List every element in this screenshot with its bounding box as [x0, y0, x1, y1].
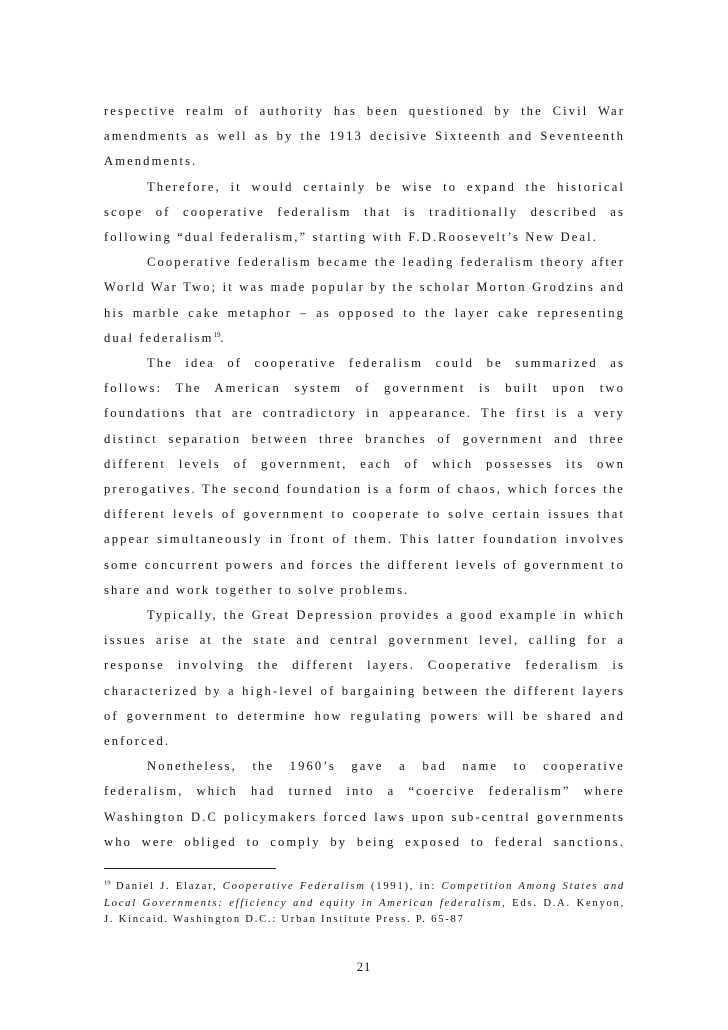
footnote-title: Cooperative Federalism	[222, 881, 366, 892]
footnote-author: Daniel J. Elazar,	[115, 881, 218, 892]
paragraph-5: Typically, the Great Depression provides a good example in which issues arise at the state and central government level, calling for a response involving the different layers. Cooperative federalism is characterized by a high-level of bargaining between the different layers of government to determine how regulating powers will be shared and enforced.	[104, 608, 625, 749]
paragraph-2: Therefore, it would certainly be wise to expand the historical scope of cooperative federalism that is traditionally described as following “dual federalism,” starting with F.D.Roosevelt’s New Deal.	[104, 179, 625, 245]
footnote-divider	[104, 868, 276, 869]
paragraph-4: The idea of cooperative federalism could be summarized as follows: The American system of government is built upon two foundations that are contradictory in appearance. The first is a very distinct separation between three branches of government and three different levels of government, each of which possesses its own prerogatives. The second foundation is a form of chaos, which forces the different levels of government to cooperate to solve certain issues that appear simultaneously in front of them. This latter foundation involves some concurrent powers and forces the different levels of government to share and work together to solve problems.	[104, 356, 625, 597]
paragraph-3-text: Cooperative federalism became the leading federalism theory after World War Two; it was made popular by the scholar Morton Grodzins and his marble cake metaphor – as opposed to the layer cake representing dual federalism	[104, 255, 625, 345]
footnote-book: Competition Among States and Local Governments: efficiency and equity in American federalism	[104, 881, 625, 909]
footnote	[104, 879, 625, 929]
body-text	[104, 99, 625, 855]
paragraph-3	[104, 250, 625, 351]
paragraph-6: Nonetheless, the 1960’s gave a bad name to cooperative federalism, which had turned into a “coercive federalism” where Washington D.C policymakers forced laws upon sub-central governments who were obliged to comply by being exposed to federal sanctions.	[104, 759, 625, 849]
footnote-reference: 19	[213, 330, 221, 339]
paragraph-1: respective realm of authority has been questioned by the Civil War amendments as well as by the 1913 decisive Sixteenth and Seventeenth Amendments.	[104, 104, 625, 169]
footnote-number: 19	[104, 879, 111, 887]
paragraph-3-end: .	[220, 330, 226, 345]
footnote-rest: , Eds. D.A. Kenyon, J. Kincaid. Washington D.C.: Urban Institute Press. P. 65-87	[104, 897, 626, 926]
footnote-year: (1991), in:	[371, 881, 437, 892]
page-number: 21	[356, 960, 372, 974]
